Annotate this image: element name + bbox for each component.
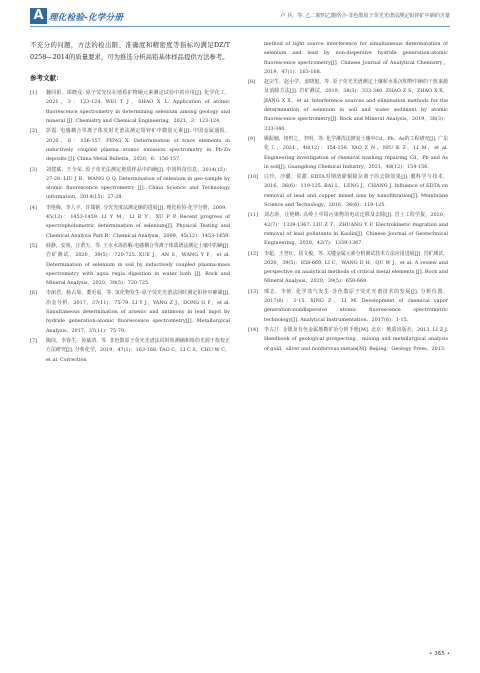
reference-number: [7] xyxy=(30,337,37,344)
running-head: 卢 兵，等. 乙二胺四乙酸络合-非色散原子荧光光谱法测定铅锌矿中硒的含量 xyxy=(280,13,450,19)
reference-number: [3] xyxy=(30,166,37,173)
reference-item xyxy=(30,127,230,164)
left-column xyxy=(30,40,230,366)
reference-text: 薛静，安裕，汪黄天，等. 王水水浴消解-电感耦合等离子体质谱法测定土壤中的硒[J]. 岩矿测试，2020，39(5)：720-725. XUE J，AN S，WANG Y F，et al. Determination of selenium in soil by inductively coupled plasma-mass spectrometry with aqua regia digestion in water bath [J]. Rock and Mineral Analysis，2020，39(5)：720-725. xyxy=(46,242,230,287)
reference-text: 刘志涛，庄艳峰. 高岭土中铅污染物的电动迁移及去除[J]. 岩土工程学报，2020，42(7)：1339-1367. LIU Z T，ZHUANG Y F. Electrokinetic migration and removal of lead pollutants in Kaolin[J]. Chinese Journal of Geotechnical Engineering，2020，42(7)：1339-1367. xyxy=(264,212,448,247)
reference-item xyxy=(30,242,230,288)
reference-number: [5] xyxy=(30,242,37,249)
reference-item xyxy=(30,166,230,203)
reference-item xyxy=(248,288,448,325)
reference-text: 姚振楠，钮怛之，李明，等. 化学淋洗法修复土壤中Cd、Pb、As的工程研究[J]. 广东化工，2021，48(12)：154-156. YAO Z N，NIU K Z，LI M，et al. Engineering investigation of chemical washing repairing Cd，Pb and As in soil[J]. Guangdong Chemical Industry，2021，48(12)：154-156. xyxy=(264,135,448,170)
right-column xyxy=(248,40,448,355)
reference-list-right xyxy=(248,40,448,354)
reference-item xyxy=(30,89,230,126)
reference-text: 刘建斌，王全荣. 原子荧光法测定地质样品中的硒[J]. 中国科技信息，2014(15)：27-28. LIU J B，WANG Q Q. Determination of selenium in geo-sample by atomic fluorescence spectrometry [J]. China Science and Technology information，2014(15)：27-28. xyxy=(46,166,230,201)
reference-item xyxy=(248,326,448,354)
reference-number: [6] xyxy=(30,290,37,297)
reference-text: 李超，王登红，屈文俊，等. 关键金属元素分析测试技术方法应用进展[J]. 岩矿测试，2020，39(5)：658-669. LI C，WANG D H，QU W J，et al. A review and perspective on analytical methods of critical metal elements [J]. Rock and Mineral Analysis，2020，39(5)：658-669. xyxy=(264,250,448,285)
page-number: • 365 • xyxy=(429,651,450,657)
reference-item xyxy=(248,211,448,248)
reference-number: [13] xyxy=(248,288,259,295)
reference-text: 赵宗生，赵小学，姜晓旭，等. 原子荧光光谱测定土壤和水系沉积物中硒的干扰来源及消除方法[J]. 岩矿测试，2019，38(3)：333-340. ZHAO Z S，ZHAO X X，JIANG X X，et al. Interference sources and elimination methods for the determination of selenium in soil and water sediment by atomic fluorescence spectrometry[J]. Rock and Mineral Analysis，2019，38(3)：333-340. xyxy=(264,79,448,132)
reference-item xyxy=(30,204,230,241)
reference-number: [10] xyxy=(248,174,259,181)
reference-number: [1] xyxy=(30,90,37,97)
reference-text: 魏同娟，邵晓戎. 原子荧光仪在地质矿物硒元素测定试验中的应用[J]. 化学化工，2021，3：123-124. WEI T J，SHAO X L. Application of atomic fluorescence spectrometry in determining selenium among geology and mineral [J]. Chemistry and Chemical Engineering，2021，3：123-124. xyxy=(46,90,230,125)
reference-list-left xyxy=(30,89,230,365)
reference-number xyxy=(248,40,264,77)
reference-item xyxy=(248,173,448,210)
reference-text: 邢志，李艳. 化学蒸气发生-非色散原子荧光光谱技术的发展[J]. 分析仪器，2017(6)：1-15. XING Z，LI M. Development of chemical vapor generation-nondispersive atomic fluorescence spectrometric technology[J]. Analytical Instrumentation，2017(6)：1-15. xyxy=(264,288,448,323)
reference-item xyxy=(248,135,448,172)
reference-text: 彭霞. 电感耦合等离子体发射光谱法测定铅锌矿中微量元素[J]. 中国金属通报，2020，6：156-157. PENG X. Determination of trace elements in inductively coupled plasma atomic emission spectrometry in Pb-Zn deposits [J]. China Metal Bulletin，2020，6：156-157. xyxy=(46,128,230,163)
reference-number: [12] xyxy=(248,250,259,257)
reference-item xyxy=(248,250,448,287)
reference-number: [9] xyxy=(248,135,255,142)
reference-number: [4] xyxy=(30,204,37,211)
journal-logo-icon: A xyxy=(30,8,47,24)
header-divider xyxy=(30,26,450,27)
journal-title: 理化检验-化学分册 xyxy=(49,13,124,23)
reference-number: [2] xyxy=(30,128,37,135)
reference-number: [8] xyxy=(248,79,255,86)
reference-item xyxy=(30,289,230,335)
reference-item xyxy=(248,40,448,77)
reference-number: [14] xyxy=(248,326,259,333)
reference-text: 陶岗，李春生，苑斌清，等. 非色散原子荧光光谱法同时检测硒和铅的光源干扰校正方法研究[J]. 分析化学，2019，47(1)：163-168. TAO C，LI C S，CHU W C，et al. Correction xyxy=(46,337,230,363)
reference-number: [11] xyxy=(248,212,259,219)
reference-text: method of light source interference for simultaneous determination of selenium and lead by non-dispersive hydride generation-atomic fluorescence spectrometry[J]. Chinese Journal of Analytical Chemistry，2019，47(1)：163-168. xyxy=(264,41,448,75)
reference-text: 李占江. 金银及有色金属地勘矿冶分析手册[M]. 北京：地质出版社，2013. LI Z J. Handbook of geological prospecting，mining and metallurgical analysis of gold，silver and nonferrous metals[M]. Beijing：Geology Press，2013. xyxy=(264,326,448,352)
reference-text: 李艳梅，李人宇，许瑞铭. 分光光度法测定硒的进展[J]. 理化检验-化学分册，2009，45(12)：1453-1459. LI Y M，LI R Y，XU P P. Recent progress of spectrophotometric determination of selenium[J]. Physical Testing and Chemical Analysis Part B：Chemical Analysis，2009，45(12)：1453-1459. xyxy=(46,204,230,239)
references-heading: 参考文献： xyxy=(30,74,63,83)
reference-text: 李丽君，杨占菊，董更福，等. 氢化物发生-原子荧光光谱法同时测定铅锌中砷锑[J]. 冶金分析，2017，37(11)：75-79. LI Y J，YANG Z J，DONG G F，et al. Simultaneous determination of arsenic and antimony in lead ingot by hydride generation-atomic fluorescence spectrometry[J]. Metallurgical Analysis，2017，37(11)：75-79. xyxy=(46,290,230,334)
page-header xyxy=(0,0,480,30)
intro-paragraph: 不充分的问题，方法的检出限、准确度和精密度等指标均满足DZ/T 0258—2014的质量要求，可为推选分析高铅基体样品提供方法参考。 xyxy=(30,41,230,61)
reference-item xyxy=(30,337,230,365)
reference-item xyxy=(248,78,448,134)
reference-text: 白玲，冷璐，常甜. EDTA对钢渣除铜除杂离子的去除效果[J]. 膜科学与技术，2016，36(6)：119-125. BAI L，LENG J，CHANG J. Influence of EDTA on removal of lead and copper mixed ions by nanofiltration[J]. Membrane Science and Technology，2016，36(6)：119-125. xyxy=(264,174,448,209)
